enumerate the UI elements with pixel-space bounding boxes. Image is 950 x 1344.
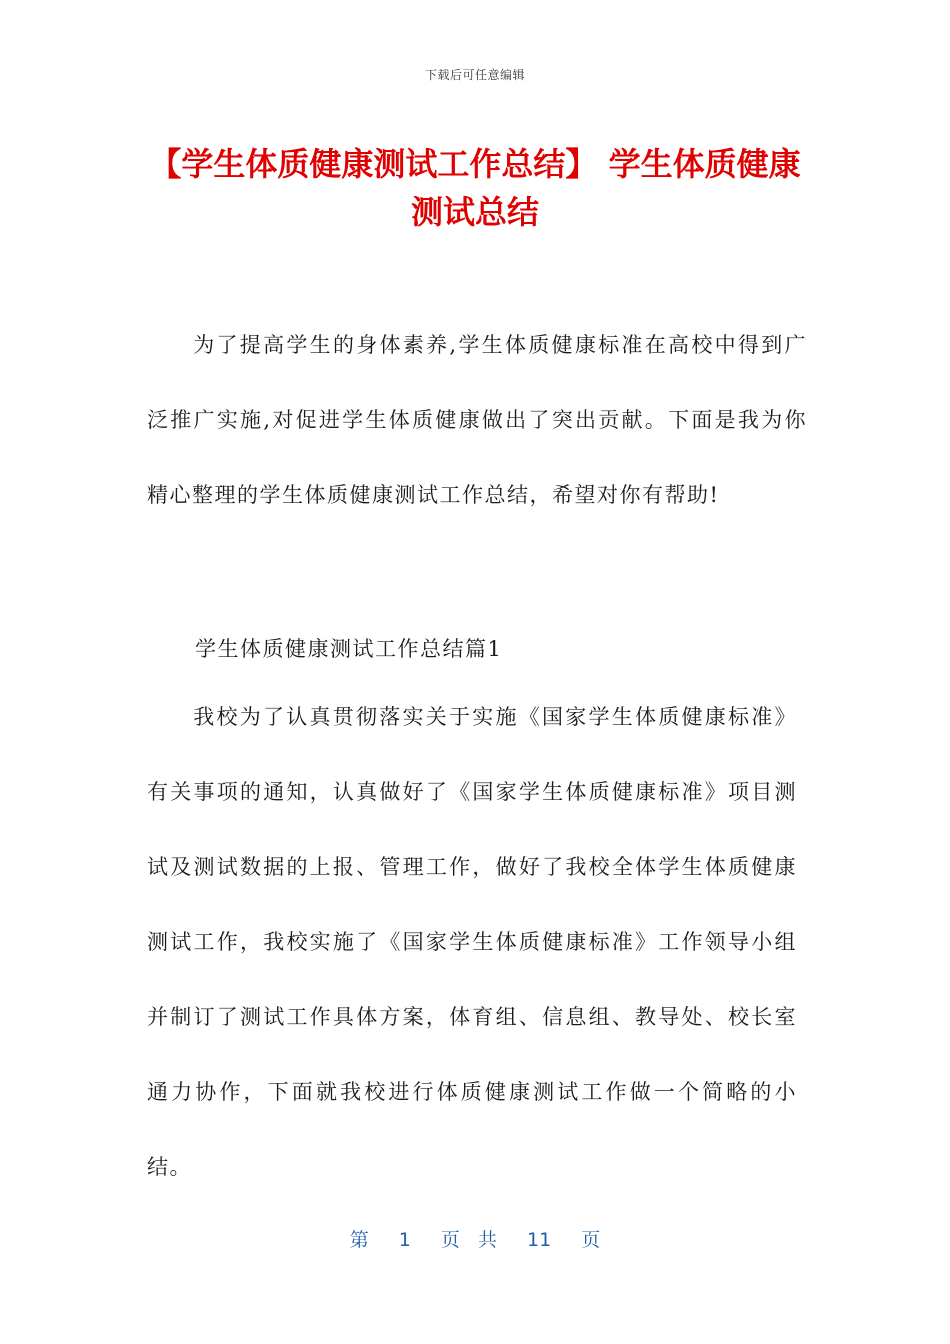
current-page-number: 1 — [398, 1229, 411, 1251]
footer-middle: 页 共 — [440, 1229, 497, 1251]
section-heading: 学生体质健康测试工作总结篇1 — [195, 637, 503, 661]
header-note: 下载后可任意编辑 — [424, 68, 525, 82]
footer-prefix: 第 — [349, 1229, 369, 1251]
document-title: 【学生体质健康测试工作总结】 学生体质健康测试总结 — [149, 145, 801, 231]
intro-paragraph: 为了提高学生的身体素养,学生体质健康标准在高校中得到广泛推广实施,对促进学生体质健康做出了突出贡献。下面是我为你精心整理的学生体质健康测试工作总结，希望对你有帮助! — [147, 333, 807, 507]
page-footer — [0, 1225, 950, 1252]
total-pages: 11 — [527, 1229, 552, 1251]
body-paragraph: 我校为了认真贯彻落实关于实施《国家学生体质健康标准》有关事项的通知，认真做好了《国家学生体质健康标准》项目测试及测试数据的上报、管理工作，做好了我校全体学生体质健康测试工作，我校实施了《国家学生体质健康标准》工作领导小组并制订了测试工作具体方案，体育组、信息组、教导处、校长室通力协作，下面就我校进行体质健康测试工作做一个简略的小结。 — [147, 705, 797, 1179]
footer-suffix: 页 — [581, 1229, 601, 1251]
